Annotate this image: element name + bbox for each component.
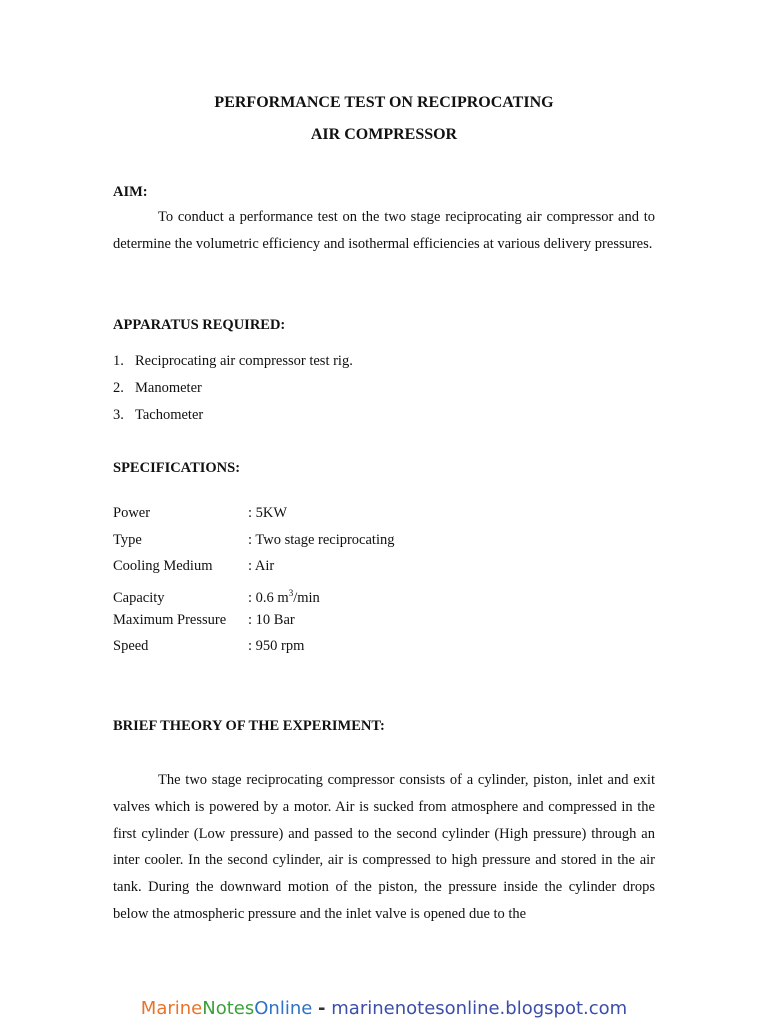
list-item-number: 1.: [113, 353, 124, 369]
spec-value: : Air: [248, 558, 275, 575]
spec-row: [113, 553, 395, 580]
aim-heading: AIM:: [113, 184, 148, 200]
theory-paragraph: [113, 767, 655, 928]
watermark-marine: Marine: [140, 998, 203, 1019]
watermark-separator: -: [318, 998, 326, 1019]
spec-value-suffix: /min: [293, 589, 320, 606]
spec-row: [113, 500, 395, 527]
spec-value: : 950 rpm: [248, 638, 305, 655]
watermark-notes: Notes: [202, 998, 255, 1019]
spec-label: Type: [113, 531, 142, 548]
spec-label: Capacity: [113, 589, 165, 606]
spec-value: : 5KW: [248, 505, 288, 521]
spec-label: Maximum Pressure: [113, 611, 227, 628]
site-watermark: [0, 998, 768, 1019]
theory-text: The two stage reciprocating compressor consists of a cylinder, piston, inlet and exit valves which is powered by a motor. Air is sucked from atmosphere and compressed in the first cylinder (Low pressure) and passed to the second cylinder (High pressure) through an inter cooler. In the second cylinder, air is compressed to high pressure and stored in the air tank. During the downward motion of the piston, the pressure inside the cylinder drops below the atmospheric pressure and the inlet valve is opened due to the: [113, 772, 655, 922]
watermark-url: marinenotesonline.blogspot.com: [331, 998, 628, 1019]
specifications-heading: SPECIFICATIONS:: [113, 460, 241, 476]
list-item-text: Manometer: [135, 380, 202, 396]
list-item: [113, 402, 353, 429]
apparatus-heading: APPARATUS REQUIRED:: [113, 317, 286, 333]
spec-label: Cooling Medium: [113, 558, 213, 575]
theory-heading: BRIEF THEORY OF THE EXPERIMENT:: [113, 718, 385, 734]
list-item: [113, 348, 353, 375]
spec-value-prefix: : 0.6 m: [248, 589, 289, 606]
specifications-table: [113, 500, 395, 660]
watermark-online: Online: [254, 998, 313, 1019]
document-title-line-1: PERFORMANCE TEST ON RECIPROCATING: [214, 94, 554, 111]
spec-row: [113, 580, 395, 607]
list-item-text: Reciprocating air compressor test rig.: [135, 353, 353, 369]
list-item-number: 2.: [113, 380, 124, 396]
spec-label: Power: [113, 505, 151, 521]
list-item-text: Tachometer: [135, 407, 204, 423]
aim-paragraph: [113, 204, 655, 258]
spec-value: : Two stage reciprocating: [248, 531, 395, 548]
aim-text: To conduct a performance test on the two stage reciprocating air compressor and to determine the volumetric efficiency and isothermal efficiencies at various delivery pressures.: [113, 209, 655, 252]
spec-row: [113, 527, 395, 554]
apparatus-list: [113, 348, 353, 429]
document-title-line-2: AIR COMPRESSOR: [310, 126, 458, 143]
spec-value-superscript: 3: [288, 588, 294, 599]
spec-row: [113, 607, 395, 634]
list-item: [113, 375, 353, 402]
spec-row: [113, 633, 395, 660]
spec-value: : 10 Bar: [248, 611, 295, 628]
list-item-number: 3.: [113, 407, 124, 423]
spec-label: Speed: [113, 638, 149, 655]
